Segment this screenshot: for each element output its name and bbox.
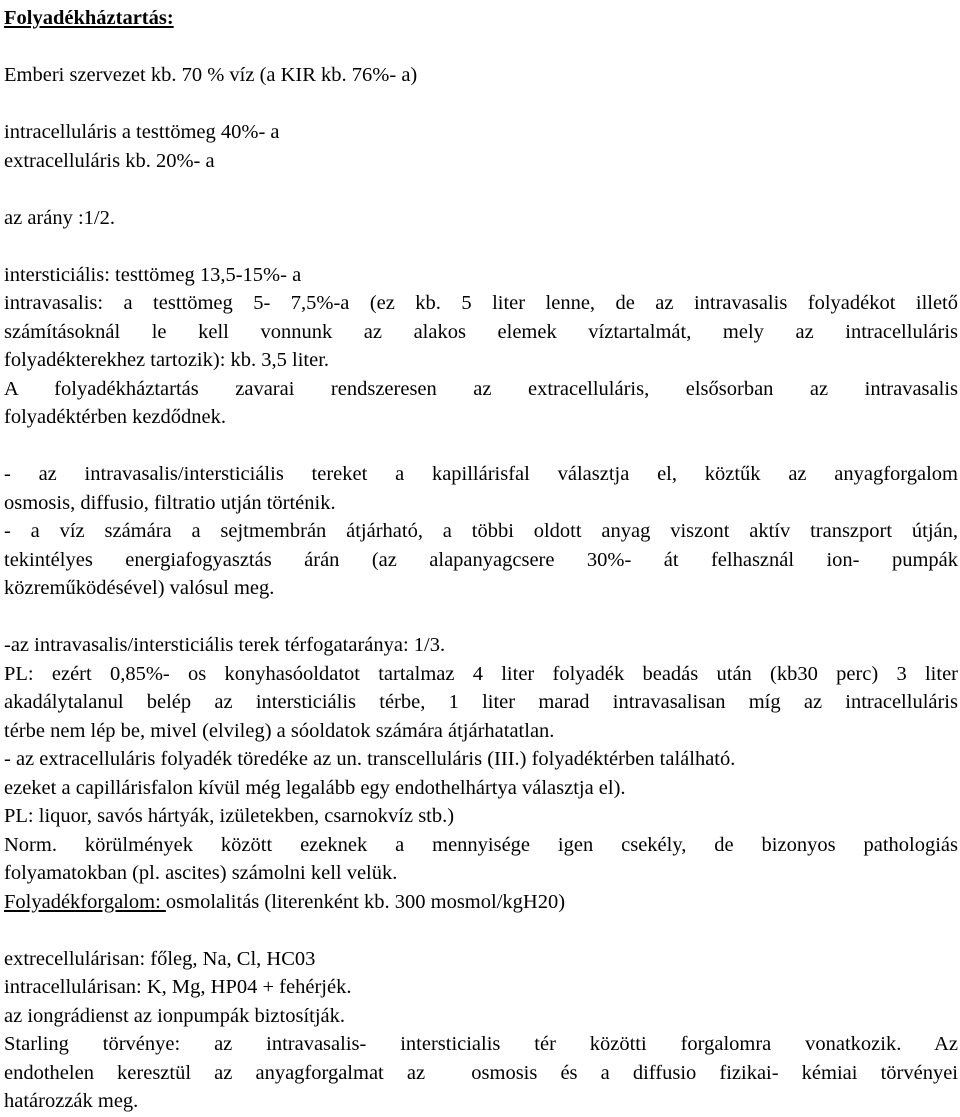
paragraph-intravasal-line: folyadékterekhez tartozik): kb. 3,5 liter.	[4, 349, 330, 371]
fluid-turnover-heading: Folyadékforgalom:	[4, 890, 166, 913]
fluid-turnover-text: osmolalitás (literenként kb. 300 mosmol/kgH20)	[165, 890, 566, 913]
paragraph-membrane-line: tekintélyes energiafogyasztás árán (az alapanyagcsere 30%- át felhasznál ion- pumpák	[4, 548, 958, 571]
line-intracellular: intracelluláris a testtömeg 40%- a	[4, 121, 280, 143]
paragraph-membrane-line: közreműködésével) valósul meg.	[4, 577, 275, 599]
line-ratio: az arány :1/2.	[4, 206, 115, 229]
document-title: Folyadékháztartás:	[4, 7, 174, 29]
line-extracellular: extracelluláris kb. 20%- a	[4, 149, 215, 172]
paragraph-saline-example-line: akadálytalanul belép az intersticiális térbe, 1 liter marad intravasalisan míg az intracelluláris	[4, 691, 958, 713]
spacer	[4, 432, 958, 461]
paragraph-pathology-line: folyamatokban (pl. ascites) számolni kell velük.	[4, 862, 398, 884]
spacer	[4, 232, 958, 261]
line-intracellular-ions: intracellulárisan: K, Mg, HP04 + fehérjék.	[4, 976, 352, 998]
line-interstitial: intersticiális: testtömeg 13,5-15%- a	[4, 263, 302, 286]
paragraph-water-content: Emberi szervezet kb. 70 % víz (a KIR kb. 76%- a)	[4, 64, 418, 86]
line-examples: PL: liquor, savós hártyák, izületekben, csarnokvíz stb.)	[4, 805, 455, 827]
line-ion-gradient: az iongrádienst az ionpumpák biztosítják.	[4, 1004, 346, 1027]
line-fluid-turnover	[4, 888, 958, 917]
line-transcellular: - az extracelluláris folyadék töredéke az un. transcelluláris (III.) folyadéktérben található.	[4, 748, 736, 770]
paragraph-capillary-line: osmosis, diffusio, filtratio utján történik.	[4, 491, 336, 514]
spacer	[4, 90, 958, 119]
paragraph-starling-line: endothelen keresztül az anyagforgalmat az osmosis és a diffusio fizikai- kémiai törvényei	[4, 1061, 958, 1084]
line-volume-ratio: -az intravasalis/intersticiális terek térfogataránya: 1/3.	[4, 634, 446, 656]
paragraph-saline-example-line: PL: ezért 0,85%- os konyhasóoldatot tartalmaz 4 liter folyadék beadás után (kb30 perc) 3 liter	[4, 662, 958, 685]
spacer	[4, 33, 958, 62]
paragraph-starling-line: határozzák meg.	[4, 1090, 139, 1112]
spacer	[4, 603, 958, 632]
line-extracellular-ions: extrecellulárisan: főleg, Na, Cl, HC03	[4, 947, 316, 970]
paragraph-starling-line: Starling törvénye: az intravasalis- intersticialis tér közötti forgalomra vonatkozik. Az	[4, 1033, 958, 1055]
paragraph-intravasal-line: intravasalis: a testtömeg 5- 7,5%-a (ez kb. 5 liter lenne, de az intravasalis folyadékot illető	[4, 292, 958, 314]
paragraph-saline-example-line: térbe nem lép be, mivel (elvileg) a sóoldatok számára átjárhatatlan.	[4, 719, 555, 742]
paragraph-disorders-line: A folyadékháztartás zavarai rendszeresen az extracelluláris, elsősorban az intravasalis	[4, 377, 958, 400]
line-endothelium: ezeket a capillárisfalon kívül még legalább egy endothelhártya választja el).	[4, 776, 626, 799]
paragraph-pathology-line: Norm. körülmények között ezeknek a mennyisége igen csekély, de bizonyos pathologiás	[4, 833, 958, 856]
spacer	[4, 916, 958, 945]
spacer	[4, 175, 958, 204]
paragraph-membrane-line: - a víz számára a sejtmembrán átjárható, a többi oldott anyag viszont aktív transzport útján,	[4, 520, 958, 542]
paragraph-capillary-line: - az intravasalis/intersticiális tereket a kapillárisfal választja el, köztűk az anyagforgalom	[4, 463, 958, 485]
paragraph-intravasal-line: számításoknál le kell vonnunk az alakos elemek víztartalmát, mely az intracelluláris	[4, 320, 958, 343]
paragraph-disorders-line: folyadéktérben kezdődnek.	[4, 406, 226, 428]
